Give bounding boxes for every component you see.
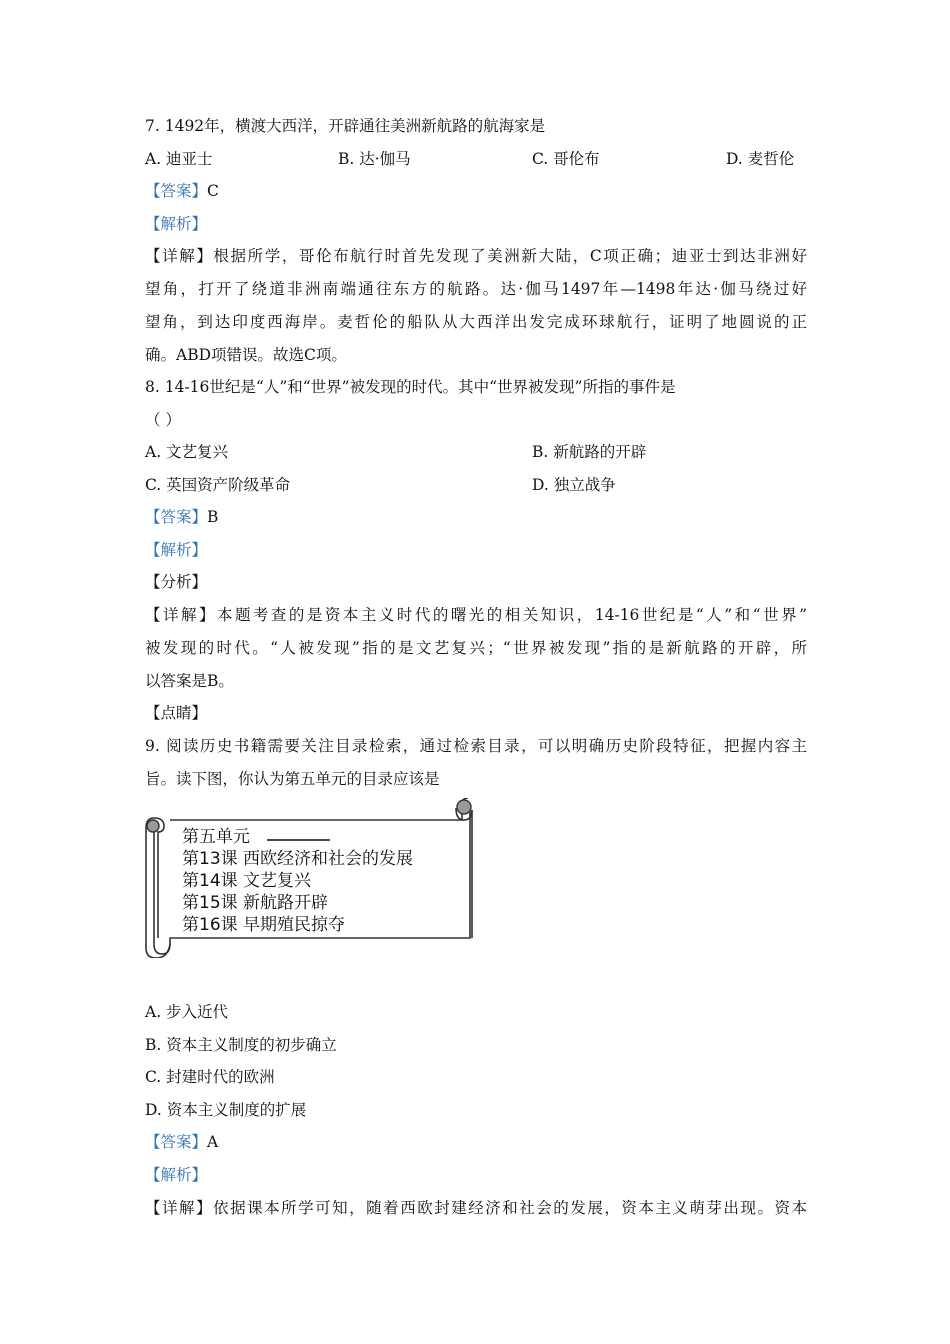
q9-option-d: D. 资本主义制度的扩展 <box>145 1101 307 1119</box>
q8-analysis-label: 【解析】 <box>145 541 208 559</box>
lesson-16: 第16课 早期殖民掠夺 <box>182 915 346 935</box>
q7-option-c: C. 哥伦布 <box>532 150 600 168</box>
q8-option-d: D. 独立战争 <box>532 476 616 494</box>
q9-option-b: B. 资本主义制度的初步确立 <box>145 1036 337 1054</box>
q9-option-a: A. 步入近代 <box>145 1003 229 1021</box>
q8-paren: （ ） <box>145 411 181 429</box>
q7-analysis-label: 【解析】 <box>145 215 208 233</box>
q8-option-a: A. 文艺复兴 <box>145 443 229 461</box>
lesson-14: 第14课 文艺复兴 <box>182 871 312 891</box>
q9-stem-line: 旨。读下图，你认为第五单元的目录应该是 <box>145 770 440 788</box>
q7-option-b: B. 达·伽马 <box>338 150 411 168</box>
answer-label: 【答案】 <box>145 508 208 526</box>
answer-label: 【答案】 <box>145 1133 208 1151</box>
q8-detail-line: 以答案是B。 <box>145 672 234 690</box>
q8-option-b: B. 新航路的开辟 <box>532 443 647 461</box>
answer-label: 【答案】 <box>145 182 208 200</box>
q9-analysis-label: 【解析】 <box>145 1166 208 1184</box>
q9-answer <box>145 1131 218 1153</box>
q7-detail-line: 望角，打开了绕道非洲南端通往东方的航路。达·伽马1497年—1498年达·伽马绕过好 <box>145 280 807 298</box>
q9-detail-line: 【详解】依据课本所学可知，随着西欧封建经济和社会的发展，资本主义萌芽出现。资本 <box>145 1199 807 1217</box>
lesson-13: 第13课 西欧经济和社会的发展 <box>182 849 414 869</box>
unit-title: 第五单元 <box>182 827 250 847</box>
answer-value: B <box>207 508 219 526</box>
answer-value: A <box>207 1133 219 1151</box>
lesson-15: 第15课 新航路开辟 <box>182 893 329 913</box>
q7-detail-line: 望角，到达印度西海岸。麦哲伦的船队从大西洋出发完成环球航行，证明了地圆说的正 <box>145 313 807 331</box>
answer-value: C <box>207 182 219 200</box>
scroll-left-knob <box>147 820 159 832</box>
q7-option-d: D. 麦哲伦 <box>726 150 795 168</box>
q8-detail-line: 【详解】本题考查的是资本主义时代的曙光的相关知识，14-16世纪是“人”和“世界” <box>145 606 807 624</box>
q8-option-c: C. 英国资产阶级革命 <box>145 476 291 494</box>
q7-stem: 7. 1492年，横渡大西洋，开辟通往美洲新航路的航海家是 <box>145 117 546 135</box>
q7-detail-line: 确。ABD项错误。故选C项。 <box>145 346 347 364</box>
q8-detail-line: 被发现的时代。“人被发现”指的是文艺复兴；“世界被发现”指的是新航路的开辟，所 <box>145 639 807 657</box>
q8-answer <box>145 506 218 528</box>
q7-option-a: A. 迪亚士 <box>145 150 213 168</box>
q8-stem: 8. 14-16世纪是“人”和“世界”被发现的时代。其中“世界被发现”所指的事件是 <box>145 378 676 396</box>
q9-stem-line: 9. 阅读历史书籍需要关注目录检索，通过检索目录，可以明确历史阶段特征，把握内容主 <box>145 737 807 755</box>
q7-answer <box>145 180 219 202</box>
q7-detail-line: 【详解】根据所学，哥伦布航行时首先发现了美洲新大陆，C项正确；迪亚士到达非洲好 <box>145 247 807 265</box>
q9-option-c: C. 封建时代的欧洲 <box>145 1068 275 1086</box>
q8-fenxi-label: 【分析】 <box>145 573 208 591</box>
q8-dianjing-label: 【点睛】 <box>145 704 208 722</box>
scroll-right-knob <box>457 800 471 814</box>
